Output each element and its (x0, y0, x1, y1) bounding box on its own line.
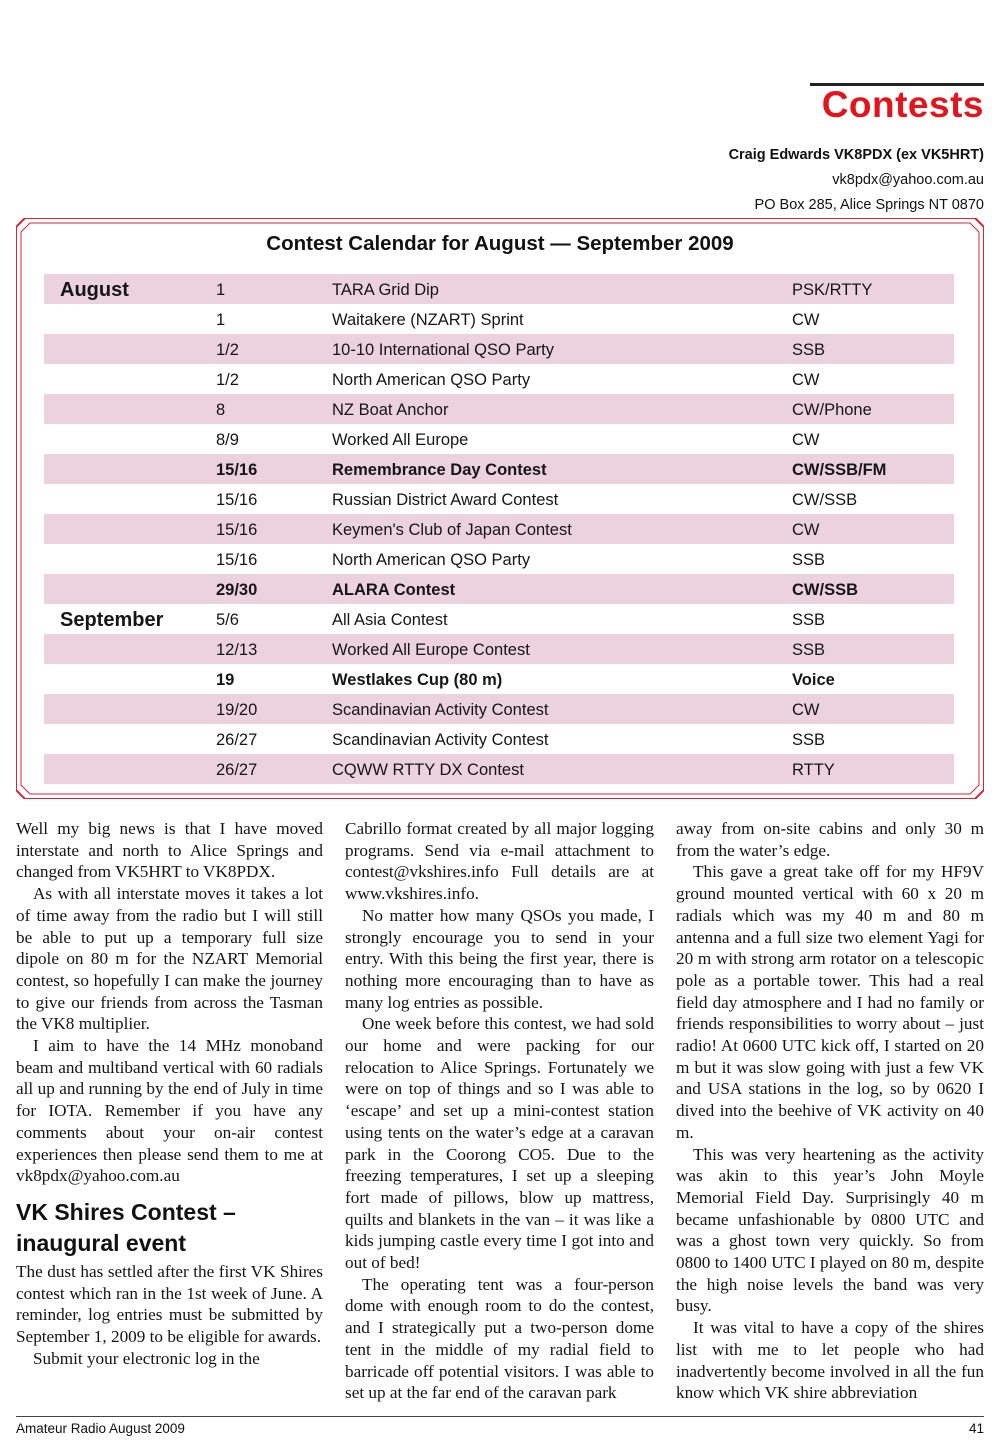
article-paragraph: As with all interstate moves it takes a lot of time away from the radio but I will still be able to put up a temporary full size dipole on 80 m for the NZART Memorial contest, so hopefully I can make the journey to give our friends from across the Tasman the VK8 multiplier. (16, 884, 323, 1034)
article-column-1 (16, 818, 323, 1369)
calendar-date: 1 (216, 281, 226, 299)
calendar-date: 15/16 (216, 521, 258, 539)
calendar-row (44, 334, 954, 364)
calendar-row (44, 274, 954, 304)
calendar-date: 15/16 (216, 551, 258, 569)
article-subheading: VK Shires Contest – inaugural event (16, 1198, 236, 1256)
calendar-date: 29/30 (216, 581, 258, 599)
article-paragraph: It was vital to have a copy of the shires list with me to let people who had inadvertently become involved in all the fun know which VK shire abbreviation (676, 1318, 984, 1403)
calendar-contest-name: North American QSO Party (332, 371, 531, 389)
section-title: Contests (821, 84, 984, 125)
article-paragraph: The dust has settled after the first VK Shires contest which ran in the 1st week of June. A reminder, log entries must be submitted by September 1, 2009 to be eligible for awards. (16, 1261, 323, 1347)
calendar-date: 1/2 (216, 371, 239, 389)
article-paragraph: Submit your electronic log in the (33, 1348, 260, 1368)
calendar-mode: CW/SSB (792, 491, 858, 509)
page-number: 41 (968, 1421, 984, 1436)
calendar-date: 12/13 (216, 641, 258, 659)
calendar-date: 5/6 (216, 611, 239, 629)
article-paragraph: The operating tent was a four-person dome with enough room to do the contest, and I strategically put a two-person dome tent in the middle of my radial field to barricade off potential visitors. I was able to set up at the far end of the caravan park (345, 1274, 654, 1403)
article-column-2 (345, 818, 654, 1404)
calendar-contest-name: North American QSO Party (332, 551, 531, 569)
calendar-row (44, 604, 954, 634)
calendar-contest-name: All Asia Contest (332, 611, 448, 629)
calendar-mode: PSK/RTTY (792, 281, 873, 299)
calendar-date: 15/16 (216, 461, 258, 479)
calendar-contest-name: TARA Grid Dip (332, 281, 439, 299)
calendar-mode: CW (792, 311, 820, 329)
calendar-date: 1/2 (216, 341, 239, 359)
calendar-row (44, 694, 954, 724)
footer-publication: Amateur Radio August 2009 (16, 1421, 185, 1436)
article-paragraph: Cabrillo format created by all major logging programs. Send via e-mail attachment to contest@vkshires.info Full details are at www.vkshires.info. (345, 819, 654, 904)
calendar-date: 26/27 (216, 761, 258, 779)
calendar-contest-name: CQWW RTTY DX Contest (332, 761, 524, 779)
article-paragraph: One week before this contest, we had sold our home and were packing for our relocation to Alice Springs. Fortunately we were on top of things and so I was able to ‘escape’ and set up a mini-contest station using tents on the water’s edge at a caravan park in the Coorong CO5. Due to the freezing temperatures, I set up a sleeping fort made of pillows, blow up mattress, quilts and blankets in the van – it was like a kids jumping castle every time I got into and out of bed! (345, 1014, 654, 1273)
calendar-title: Contest Calendar for August — September 2009 (266, 232, 734, 255)
calendar-mode: SSB (792, 641, 826, 659)
author-email[interactable]: vk8pdx@yahoo.com.au (832, 172, 984, 188)
calendar-month: August (60, 279, 129, 301)
calendar-contest-name: Worked All Europe Contest (332, 641, 530, 659)
calendar-mode: CW (792, 521, 820, 539)
calendar-row (44, 664, 954, 694)
calendar-date: 19/20 (216, 701, 258, 719)
calendar-month: September (60, 609, 164, 631)
calendar-mode: Voice (792, 671, 835, 689)
calendar-date: 1 (216, 311, 226, 329)
article-paragraph: No matter how many QSOs you made, I strongly encourage you to send in your entry. With this being the first year, there is nothing more encouraging than to have as many log entries as possible. (345, 905, 654, 1012)
article-column-3 (676, 818, 984, 1404)
calendar-date: 26/27 (216, 731, 258, 749)
calendar-contest-name: Scandinavian Activity Contest (332, 731, 549, 749)
calendar-date: 8/9 (216, 431, 239, 449)
article-paragraph: This was very heartening as the activity was akin to this year’s John Moyle Memorial Field Day. Surprisingly 40 m became unfashionable by 0800 UTC and was a ghost town very quickly. So from 0800 to 1400 UTC I played on 80 m, despite the high noise levels the band was very busy. (676, 1144, 984, 1316)
calendar-mode: RTTY (792, 761, 835, 779)
calendar-row (44, 394, 954, 424)
calendar-contest-name: Keymen's Club of Japan Contest (332, 521, 572, 539)
calendar-contest-name: NZ Boat Anchor (332, 401, 449, 419)
calendar-mode: CW (792, 371, 820, 389)
calendar-mode: CW (792, 431, 820, 449)
article-paragraph: This gave a great take off for my HF9V ground mounted vertical with 60 x 20 m radials which was my 40 m and 80 m antenna and a full size two element Yagi for 20 m with strong arm rotator on a telescopic pole as a portable tower. This had a real field day atmosphere and I had no family or friends responsibilities to worry about – just radio! At 0600 UTC kick off, I started on 20 m but it was slow going with just a few VK and USA stations in the log, so by 0620 I dived into the beehive of VK activity on 40 m. (676, 862, 984, 1142)
calendar-row (44, 304, 954, 334)
article-paragraph: away from on-site cabins and only 30 m from the water’s edge. (676, 819, 984, 860)
calendar-mode: SSB (792, 341, 826, 359)
calendar-row (44, 454, 954, 484)
calendar-date: 19 (216, 671, 235, 689)
calendar-row (44, 544, 954, 574)
calendar-contest-name: Scandinavian Activity Contest (332, 701, 549, 719)
article-paragraph: I aim to have the 14 MHz monoband beam and multiband vertical with 60 radials all up and running by the end of July in time for IOTA. Remember if you have any comments about your on-air contest experiences then please send them to me at vk8pdx@yahoo.com.au (16, 1036, 323, 1186)
calendar-date: 15/16 (216, 491, 258, 509)
calendar-mode: SSB (792, 731, 826, 749)
calendar-row (44, 364, 954, 394)
calendar-row (44, 754, 954, 784)
calendar-contest-name: Westlakes Cup (80 m) (332, 671, 503, 689)
calendar-row (44, 424, 954, 454)
calendar-mode: CW/SSB (792, 581, 858, 599)
author-name: Craig Edwards VK8PDX (ex VK5HRT) (728, 147, 984, 163)
author-address: PO Box 285, Alice Springs NT 0870 (754, 197, 984, 213)
calendar-mode: CW/Phone (792, 401, 872, 419)
calendar-contest-name: 10-10 International QSO Party (332, 341, 554, 359)
calendar-row (44, 634, 954, 664)
calendar-mode: CW/SSB/FM (792, 461, 887, 479)
calendar-contest-name: Russian District Award Contest (332, 491, 559, 509)
calendar-mode: SSB (792, 611, 826, 629)
calendar-row (44, 484, 954, 514)
footer-rule (16, 1416, 984, 1417)
calendar-contest-name: Waitakere (NZART) Sprint (332, 311, 524, 329)
calendar-date: 8 (216, 401, 226, 419)
contest-calendar (16, 218, 984, 799)
calendar-table (44, 274, 954, 784)
article-paragraph: Well my big news is that I have moved interstate and north to Alice Springs and changed from VK5HRT to VK8PDX. (16, 819, 323, 882)
calendar-contest-name: Remembrance Day Contest (332, 461, 547, 479)
calendar-row (44, 574, 954, 604)
calendar-mode: CW (792, 701, 820, 719)
calendar-contest-name: ALARA Contest (332, 581, 456, 599)
calendar-contest-name: Worked All Europe (332, 431, 469, 449)
calendar-row (44, 514, 954, 544)
calendar-row (44, 724, 954, 754)
calendar-mode: SSB (792, 551, 826, 569)
